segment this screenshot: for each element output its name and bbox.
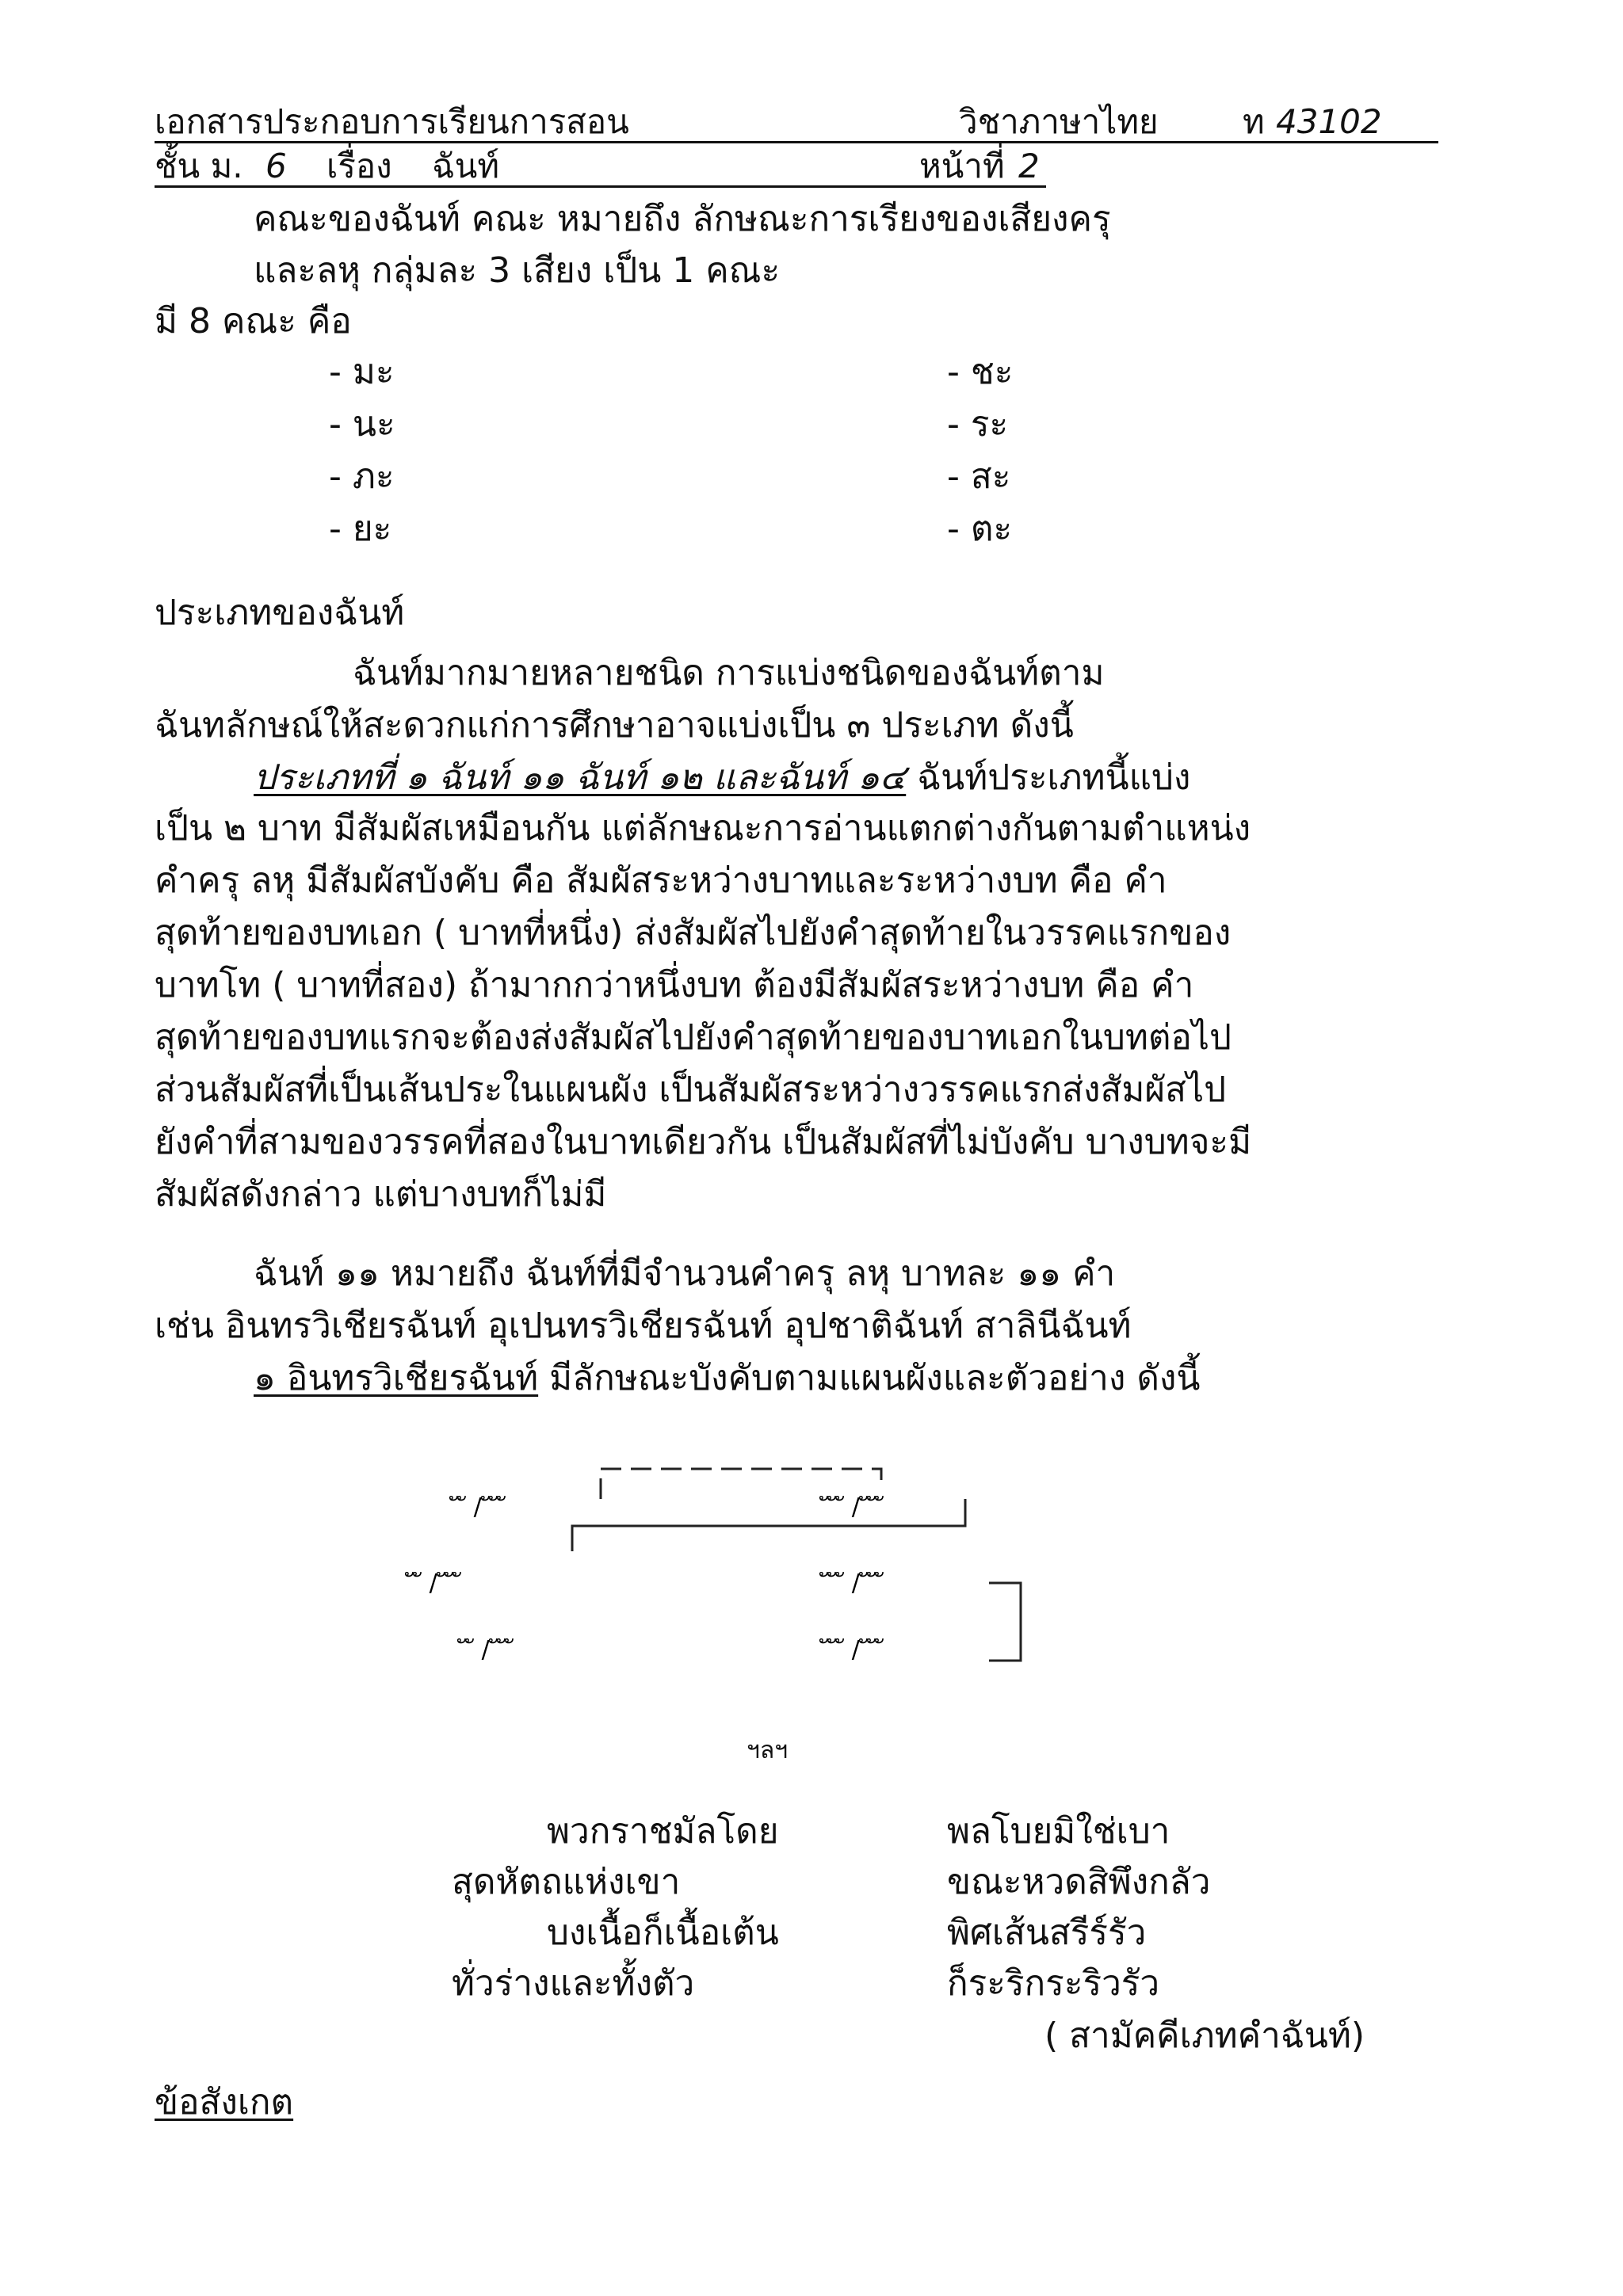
poem-line-right: พิศเส้นสรีร์รัว [947, 1913, 1147, 1953]
types-intro-line-2: ฉันทลักษณ์ให้สะดวกแก่การศึกษาอาจแบ่งเป็น ๓ ประเภท ดังนี้ [155, 705, 1074, 746]
etc-mark: ฯลฯ [747, 1737, 789, 1764]
topic-label: เรื่อง [327, 147, 392, 185]
poem-line-left: พวกราชมัลโดย [547, 1811, 779, 1852]
khana-definition-line-2: และลหุ กลุ่มละ 3 เสียง เป็น 1 คณะ [254, 250, 781, 291]
poem-line-right: ขณะหวดสิพึงกลัว [947, 1862, 1211, 1902]
type1-paragraph-line: สุดท้ายของบทเอก ( บาทที่หนึ่ง) ส่งสัมผัสไปยังคำสุดท้ายในวรรคแรกของ [155, 913, 1232, 953]
khana-item: - ตะ [947, 509, 1013, 549]
scheme-row-right: ั ั ั / ั ั ั [828, 1569, 884, 1597]
type1-paragraph-line: เป็น ๒ บาท มีสัมผัสเหมือนกัน แต่ลักษณะการอ่านแตกต่างกันตามตำแหน่ง [155, 808, 1251, 849]
required-rhyme-line [572, 1499, 965, 1551]
page-label: หน้าที่ [919, 147, 1005, 185]
khana-count-line: มี 8 คณะ คือ [155, 301, 352, 341]
subject-label: วิชาภาษาไทย [959, 102, 1159, 141]
types-intro-line-1: ฉันท์มากมายหลายชนิด การแบ่งชนิดของฉันท์ตาม [353, 653, 1105, 693]
poem-line-left: บงเนื้อก็เนื้อเต้น [547, 1913, 779, 1953]
grade-value: 6 [265, 147, 287, 185]
chan11-examples: เช่น อินทรวิเชียรฉันท์ อุเปนทรวิเชียรฉันท์ อุปชาติฉันท์ สาลินีฉันท์ [155, 1306, 1132, 1346]
type1-paragraph-line: สัมผัสดังกล่าว แต่บางบทก็ไม่มี [155, 1174, 607, 1215]
scheme-row-right: ั ั ั / ั ั ั [828, 1493, 884, 1521]
note-heading: ข้อสังเกต [155, 2082, 294, 2122]
scheme-row-left: ั ั / ั ั ั [414, 1569, 462, 1597]
intarawichian-line [254, 1355, 1201, 1402]
topic-value: ฉันท์ [432, 147, 500, 185]
type1-paragraph-line: ส่วนสัมผัสที่เป็นเส้นประในแผนผัง เป็นสัมผัสระหว่างวรรคแรกส่งสัมผัสไป [155, 1070, 1227, 1110]
poem-line-left: สุดหัตถแห่งเขา [452, 1862, 681, 1902]
inter-stanza-rhyme-line [989, 1583, 1021, 1661]
type1-paragraph-line: สุดท้ายของบทแรกจะต้องส่งสัมผัสไปยังคำสุดท้ายของบาทเอกในบทต่อไป [155, 1017, 1232, 1058]
scheme-row-right: ั ั ั / ั ั ั [828, 1636, 884, 1664]
intarawichian-title: ๑ อินทรวิเชียรฉันท์ [254, 1358, 539, 1398]
page-number: 2 [1018, 147, 1040, 185]
type1-paragraph-line: บาทโท ( บาทที่สอง) ถ้ามากกว่าหนึ่งบท ต้องมีสัมผัสระหว่างบท คือ คำ [155, 965, 1194, 1005]
type1-paragraph-line: คำครุ ลหุ มีสัมผัสบังคับ คือ สัมผัสระหว่างบาทและระหว่างบท คือ คำ [155, 860, 1167, 901]
prosody-scheme-diagram [396, 1450, 1078, 1664]
type1-title-rest: ฉันท์ประเภทนี้แบ่ง [906, 757, 1191, 798]
poem-line-left: ทั่วร่างและทั้งตัว [452, 1963, 695, 2004]
header-rule-2 [155, 185, 1046, 188]
khana-item: - ยะ [329, 509, 392, 549]
type1-line [254, 754, 1190, 802]
intarawichian-desc: มีลักษณะบังคับตามแผนผังและตัวอย่าง ดังนี้ [538, 1358, 1201, 1398]
doc-title: เอกสารประกอบการเรียนการสอน [155, 102, 629, 141]
section-heading-types: ประเภทของฉันท์ [155, 593, 405, 633]
course-code-prefix: ท [1243, 102, 1265, 141]
khana-item: - สะ [947, 456, 1011, 497]
type1-title: ประเภทที่ ๑ ฉันท์ ๑๑ ฉันท์ ๑๒ และฉันท์ ๑๔ [254, 757, 907, 798]
khana-item: - มะ [329, 352, 395, 392]
chan11-definition: ฉันท์ ๑๑ หมายถึง ฉันท์ที่มีจำนวนคำครุ ลหุ บาทละ ๑๑ คำ [254, 1253, 1116, 1294]
poem-line-right: ก็ระริกระริวรัว [947, 1963, 1160, 2004]
scheme-row-left: ั ั / ั ั ั [466, 1636, 514, 1664]
poem-line-right: พลโบยมิใช่เบา [947, 1811, 1170, 1852]
poem-source: ( สามัคคีเภทคำฉันท์) [1044, 2016, 1365, 2056]
course-code: 43102 [1276, 102, 1382, 141]
khana-definition-line-1: คณะของฉันท์ คณะ หมายถึง ลักษณะการเรียงของเสียงครุ [254, 199, 1111, 239]
khana-item: - ระ [947, 404, 1009, 444]
khana-item: - ชะ [947, 352, 1014, 392]
khana-item: - นะ [329, 404, 395, 444]
grade-label: ชั้น ม. [155, 147, 243, 185]
type1-paragraph-line: ยังคำที่สามของวรรคที่สองในบาทเดียวกัน เป็นสัมผัสที่ไม่บังคับ บางบทจะมี [155, 1122, 1252, 1162]
khana-item: - ภะ [329, 456, 395, 497]
scheme-row-left: ั ั / ั ั ั [458, 1493, 506, 1521]
